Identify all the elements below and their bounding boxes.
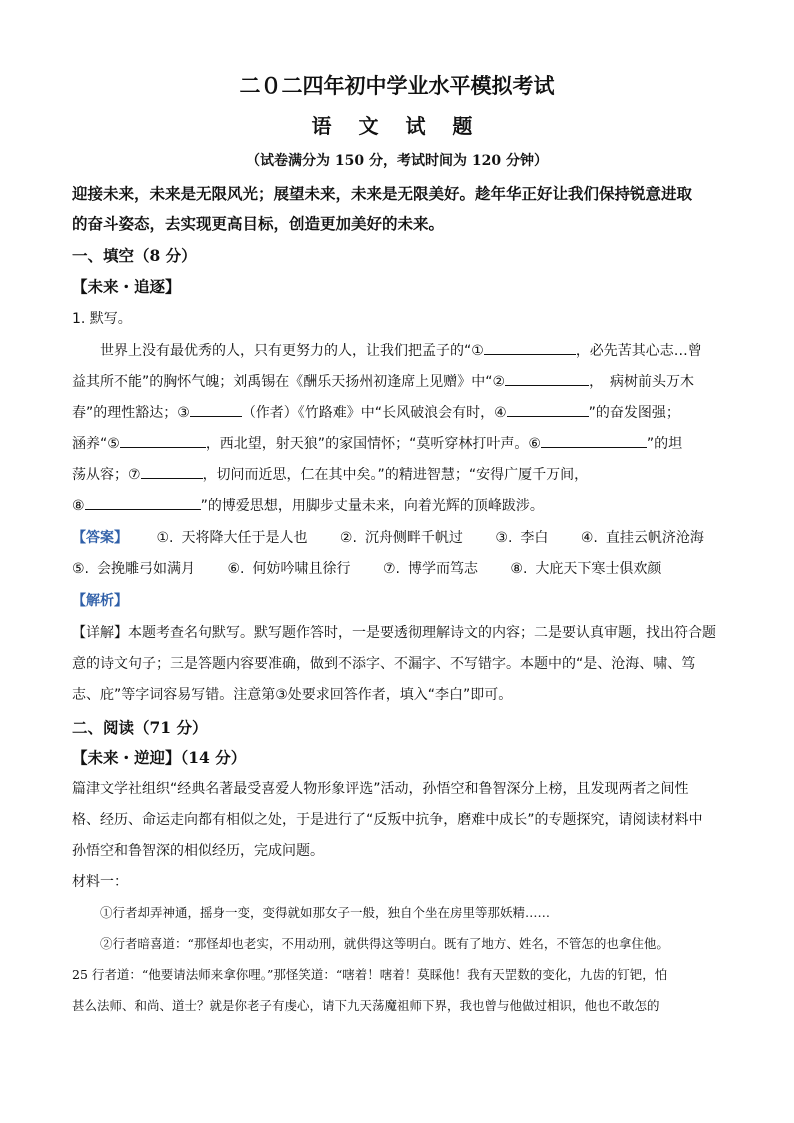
passage-line-6: ⑧ ”的博爱思想，用脚步丈量未来，向着光辉的顶峰跋涉。: [72, 495, 732, 515]
material-line-4: 甚么法师、和尚、道士？就是你老子有虔心，请下九天荡魔祖师下界，我也曾与他做过相识，他也不敢怎的: [72, 998, 660, 1013]
material-line-1: ①行者却弄神通，摇身一变，变得就如那女子一般，独自个坐在房里等那妖精……: [100, 905, 551, 920]
blank-4: [507, 402, 589, 417]
analysis-tag: 【解析】: [72, 593, 128, 609]
answer-tag: 【答案】: [72, 530, 128, 546]
answer-item: ⑧. 大庇天下寒士俱欢颜: [510, 561, 662, 577]
answer-item: ①. 天将降大任于是人也: [156, 530, 308, 546]
material-line-2: ②行者暗喜道：“那怪却也老实，不用动刑，就供得这等明白。既有了地方、姓名，不管怎的也拿住他。: [100, 936, 669, 951]
blank-1: [484, 340, 576, 355]
section1-heading: 一、填空（8 分）: [72, 246, 197, 265]
detail-line-3: 志、庇”等字词容易写错。注意第③处要求回答作者，填入“李白”即可。: [72, 687, 513, 703]
material-line-3: 25 行者道：“他要请法师来拿你哩。”那怪笑道：“嗐着！嗐着！莫睬他！我有天罡数的变化，九齿的钉钯，怕: [72, 967, 668, 982]
answers-row-1: [72, 527, 732, 547]
question-1-label: 1. 默写。: [72, 311, 132, 327]
reading-intro-1: 篇津文学社组织“经典名著最受喜爱人物形象评选”活动，孙悟空和鲁智深分上榜，且发现两者之间性: [72, 781, 689, 797]
passage-line-2: 益其所不能”的胸怀气魄；刘禹锡在《酬乐天扬州初逢席上见赠》中“② ， 病树前头万木: [72, 371, 732, 391]
answer-item: ⑥. 何妨吟啸且徐行: [227, 561, 351, 577]
answer-item: ④. 直挂云帆济沧海: [580, 530, 704, 546]
section1-subheading: 【未来・追逐】: [72, 277, 181, 296]
intro-line-2: 的奋斗姿态，去实现更高目标，创造更加美好的未来。: [72, 214, 445, 233]
blank-2: [505, 371, 589, 386]
blank-8: [85, 495, 201, 510]
reading-intro-3: 孙悟空和鲁智深的相似经历，完成问题。: [72, 843, 324, 859]
subject-title: 语 文 试 题: [311, 114, 483, 138]
passage-line-1: 世界上没有最优秀的人，只有更努力的人，让我们把孟子的“① ，必先苦其心志…曾: [72, 340, 760, 360]
answer-item: ②. 沉舟侧畔千帆过: [339, 530, 463, 546]
blank-3: [190, 402, 242, 417]
detail-line-1: 【详解】本题考查名句默写。默写题作答时，一是要透彻理解诗文的内容；二是要认真审题，找出符合题: [72, 625, 716, 641]
exam-title: 二０二四年初中学业水平模拟考试: [239, 73, 555, 98]
passage-line-5: 荡从容；⑦ ，切问而近思，仁在其中矣。”的精进智慧；“安得广厦千万间，: [72, 464, 732, 484]
section2-heading: 二、阅读（71 分）: [72, 718, 208, 737]
reading-intro-2: 格、经历、命运走向都有相似之处，于是进行了“反叛中抗争，磨难中成长”的专题探究，请阅读材料中: [72, 812, 703, 828]
material-label: 材料一：: [72, 874, 128, 890]
answer-item: ③. 李白: [495, 530, 549, 546]
detail-line-2: 意的诗文句子；三是答题内容要准确，做到不添字、不漏字、不写错字。本题中的“是、沧海、啸、笃: [72, 656, 696, 672]
answers-row-2: [72, 558, 732, 578]
passage-line-4: 涵养“⑤ ，西北望，射天狼”的家国情怀；“莫听穿林打叶声。⑥ ”的坦: [72, 433, 732, 453]
intro-line-1: 迎接未来，未来是无限风光；展望未来，未来是无限美好。趁年华正好让我们保持锐意进取: [72, 184, 693, 203]
section2-subheading: 【未来・逆迎】（14 分）: [72, 748, 247, 767]
blank-6: [541, 433, 647, 448]
passage-line-3: 春”的理性豁达；③ （作者）《竹路难》中“长风破浪会有时，④ ”的奋发图强；: [72, 402, 732, 422]
blank-5: [120, 433, 206, 448]
blank-7: [141, 464, 203, 479]
answer-item: ⑤. 会挽雕弓如满月: [72, 561, 196, 577]
answer-item: ⑦. 博学而笃志: [382, 561, 478, 577]
exam-note: （试卷满分为 150 分，考试时间为 120 分钟）: [246, 153, 548, 169]
